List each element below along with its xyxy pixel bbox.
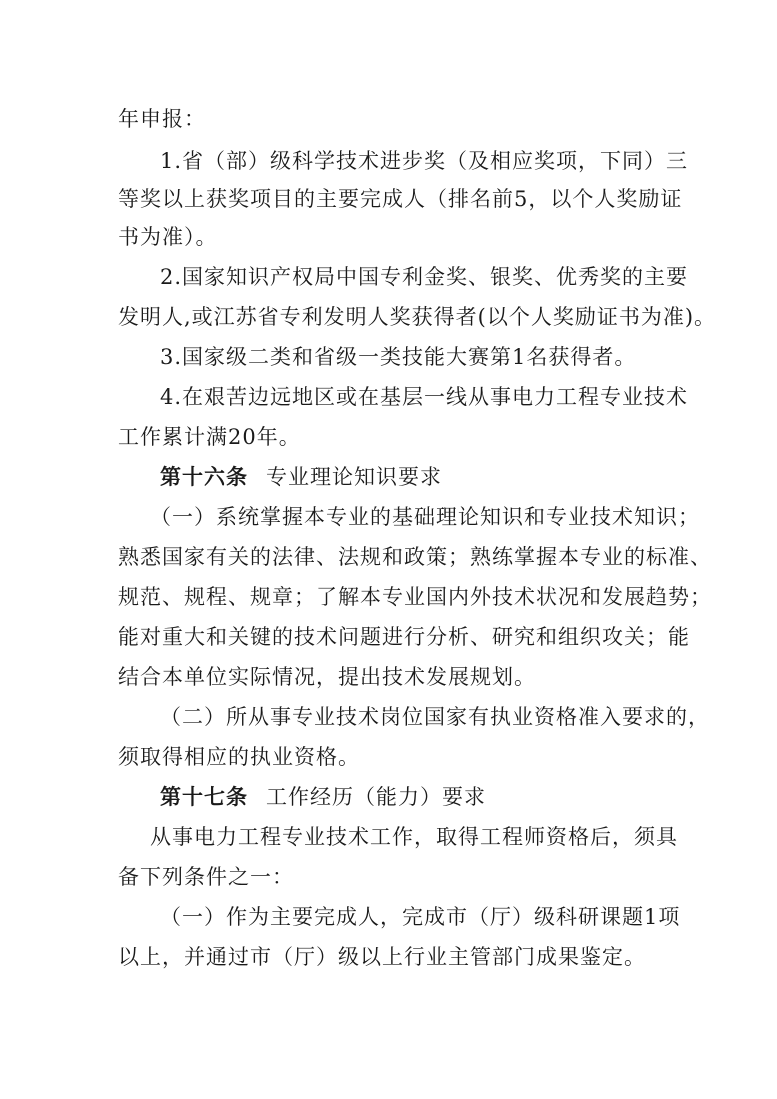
article-16-para1-line-4: 能对重大和关键的技术问题进行分析、研究和组织攻关；能 xyxy=(118,625,690,649)
article-16-para2-line-1: （二）所从事专业技术岗位国家有执业资格准入要求的， xyxy=(160,705,710,729)
item-1-line-3: 书为准）。 xyxy=(118,225,218,249)
article-17-intro-line-2: 备下列条件之一： xyxy=(118,865,294,889)
text-line-year-report: 年申报： xyxy=(118,107,206,131)
article-16-para1-line-2: 熟悉国家有关的法律、法规和政策；熟练掌握本专业的标准、 xyxy=(118,545,712,569)
item-2-line-1: 2.国家知识产权局中国专利金奖、银奖、优秀奖的主要 xyxy=(160,265,689,289)
item-4-line-2: 工作累计满20年。 xyxy=(118,425,301,449)
article-17-intro-line-1: 从事电力工程专业技术工作，取得工程师资格后，须具 xyxy=(150,825,678,849)
article-16-para2-line-2: 须取得相应的执业资格。 xyxy=(118,745,360,769)
article-16-title: 第十六条 xyxy=(160,465,248,489)
article-16-para1-line-1: （一）系统掌握本专业的基础理论知识和专业技术知识； xyxy=(150,505,700,529)
item-1-line-2: 等奖以上获奖项目的主要完成人（排名前5，以个人奖励证 xyxy=(118,187,683,211)
article-17-heading-text: 工作经历（能力）要求 xyxy=(266,785,486,809)
article-17-item1-line-1: （一）作为主要完成人，完成市（厅）级科研课题1项 xyxy=(160,905,681,929)
article-16-para1-line-3: 规范、规程、规章；了解本专业国内外技术状况和发展趋势； xyxy=(118,585,712,609)
article-16-heading-text: 专业理论知识要求 xyxy=(266,465,442,489)
item-2-line-2: 发明人,或江苏省专利发明人奖获得者(以个人奖励证书为准)。 xyxy=(118,305,717,329)
article-16-para1-line-5: 结合本单位实际情况，提出技术发展规划。 xyxy=(118,665,536,689)
article-16-heading xyxy=(160,460,442,494)
item-1-line-1: 1.省（部）级科学技术进步奖（及相应奖项，下同）三 xyxy=(160,149,689,173)
item-4-line-1: 4.在艰苦边远地区或在基层一线从事电力工程专业技术 xyxy=(160,385,689,409)
article-17-item1-line-2: 以上，并通过市（厅）级以上行业主管部门成果鉴定。 xyxy=(118,945,646,969)
article-17-heading xyxy=(160,780,486,814)
article-17-title: 第十七条 xyxy=(160,785,248,809)
item-3-line-1: 3.国家级二类和省级一类技能大赛第1名获得者。 xyxy=(160,345,637,369)
